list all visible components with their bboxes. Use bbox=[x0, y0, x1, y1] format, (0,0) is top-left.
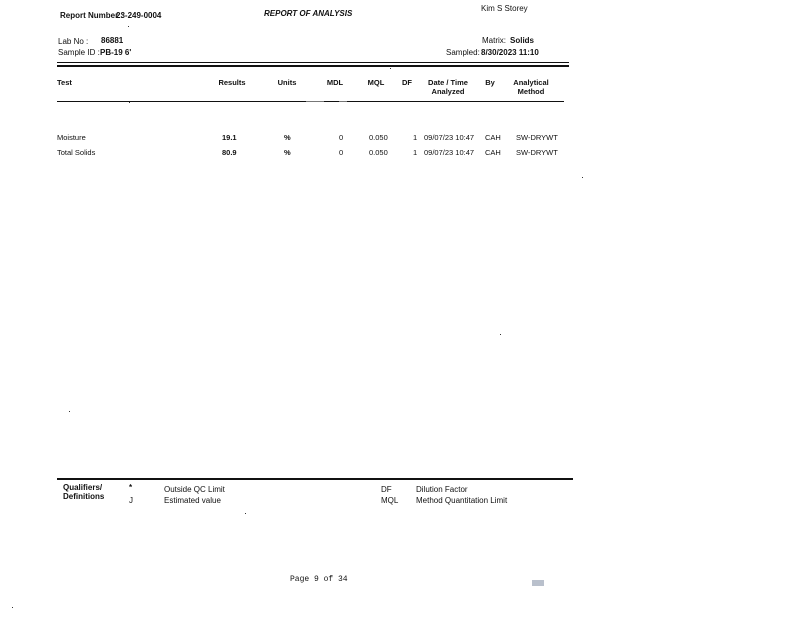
cell-by: CAH bbox=[485, 148, 501, 157]
footer-divider bbox=[57, 478, 573, 480]
stamp-mark bbox=[532, 580, 544, 586]
lab-no-label: Lab No : bbox=[58, 37, 89, 46]
scan-speck bbox=[306, 101, 324, 102]
col-mql: MQL bbox=[367, 78, 385, 87]
header-divider-top bbox=[57, 62, 569, 63]
cell-method: SW-DRYWT bbox=[516, 133, 558, 142]
cell-datetime: 09/07/23 10:47 bbox=[424, 133, 475, 142]
col-test: Test bbox=[57, 78, 72, 87]
scan-speck bbox=[339, 101, 347, 102]
page-number: Page 9 of 34 bbox=[290, 575, 348, 584]
header-divider-bottom bbox=[57, 65, 569, 67]
col-method bbox=[505, 78, 557, 96]
cell-units: % bbox=[284, 148, 291, 157]
qualifier-text: Estimated value bbox=[164, 496, 221, 505]
matrix: Solids bbox=[510, 36, 535, 45]
cell-results: 19.1 bbox=[222, 133, 237, 142]
cell-test: Total Solids bbox=[57, 148, 96, 157]
report-number: 23-249-0004 bbox=[116, 11, 162, 20]
col-df: DF bbox=[402, 78, 412, 87]
cell-by: CAH bbox=[485, 133, 501, 142]
col-mdl: MDL bbox=[326, 78, 344, 87]
scan-speck bbox=[582, 177, 583, 178]
definition-text: Dilution Factor bbox=[416, 485, 468, 494]
cell-df: 1 bbox=[413, 133, 418, 142]
col-results: Results bbox=[218, 78, 246, 87]
definition-text: Method Quantitation Limit bbox=[416, 496, 508, 505]
report-title: REPORT OF ANALYSIS bbox=[264, 9, 353, 18]
cell-df: 1 bbox=[413, 148, 418, 157]
cell-datetime: 09/07/23 10:47 bbox=[424, 148, 475, 157]
scan-speck bbox=[245, 513, 246, 514]
cell-method: SW-DRYWT bbox=[516, 148, 558, 157]
cell-mdl: 0 bbox=[339, 133, 344, 142]
scan-speck bbox=[12, 607, 13, 608]
col-datetime-line2: Analyzed bbox=[431, 87, 465, 96]
col-method-line1: Analytical bbox=[513, 78, 549, 87]
report-number-label: Report Number : bbox=[60, 11, 124, 20]
cell-results: 80.9 bbox=[222, 148, 237, 157]
qualifier-text: Outside QC Limit bbox=[164, 485, 225, 494]
col-units: Units bbox=[277, 78, 297, 87]
qualifiers-heading-line2: Definitions bbox=[63, 492, 105, 501]
cell-mql: 0.050 bbox=[369, 133, 388, 142]
qualifiers-heading-line1: Qualifiers/ bbox=[63, 483, 103, 492]
definition-code: DF bbox=[381, 485, 392, 494]
sampled-datetime: 8/30/2023 11:10 bbox=[481, 48, 539, 57]
scan-speck bbox=[69, 411, 70, 412]
qualifier-code: * bbox=[129, 483, 133, 492]
cell-mdl: 0 bbox=[339, 148, 344, 157]
qualifier-code: J bbox=[129, 496, 133, 505]
sampled-label: Sampled: bbox=[446, 48, 480, 57]
scan-speck bbox=[129, 102, 130, 103]
cell-units: % bbox=[284, 133, 291, 142]
analyst-name: Kim S Storey bbox=[481, 4, 528, 13]
matrix-label: Matrix: bbox=[482, 36, 506, 45]
lab-no: 86881 bbox=[101, 36, 124, 45]
col-datetime bbox=[420, 78, 476, 96]
definition-code: MQL bbox=[381, 496, 399, 505]
scan-speck bbox=[500, 334, 501, 335]
sample-id-label: Sample ID : bbox=[58, 48, 100, 57]
col-method-line2: Method bbox=[517, 87, 545, 96]
scan-speck bbox=[390, 68, 391, 69]
sample-id: PB-19 6' bbox=[100, 48, 132, 57]
scan-speck bbox=[128, 26, 129, 27]
cell-mql: 0.050 bbox=[369, 148, 388, 157]
cell-test: Moisture bbox=[57, 133, 86, 142]
col-datetime-line1: Date / Time bbox=[428, 78, 468, 87]
col-by: By bbox=[485, 78, 495, 87]
qualifiers-heading bbox=[63, 483, 104, 501]
